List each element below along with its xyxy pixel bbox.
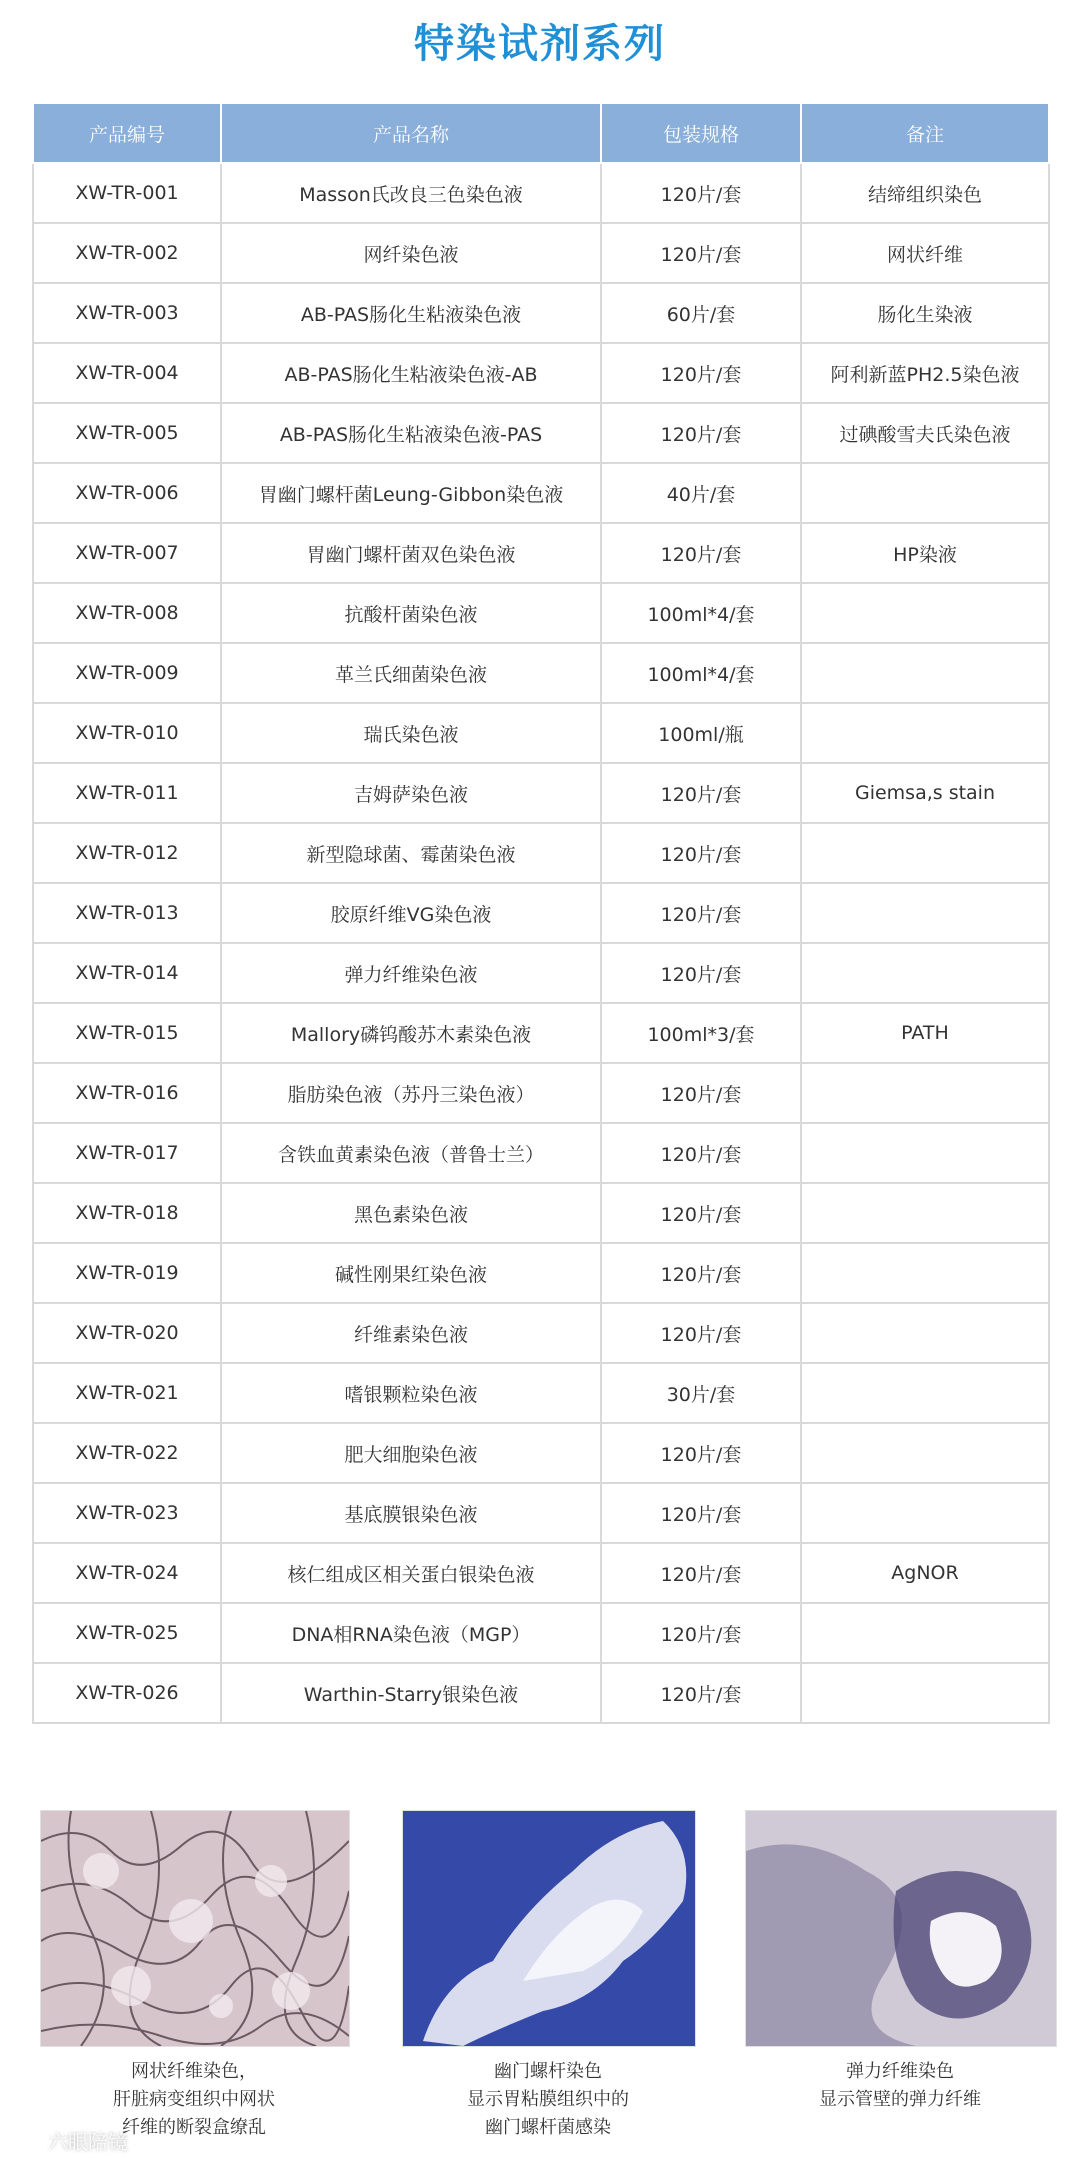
elastic-fiber-stain-image [745,1810,1057,2047]
table-row [33,1363,1049,1423]
product-table [32,102,1050,1724]
caption-line: 幽门螺杆菌感染 [485,2117,611,2138]
caption-line: 幽门螺杆染色 [494,2061,602,2082]
cell-product-code: XW-TR-026 [33,1663,221,1723]
table-row [33,1603,1049,1663]
cell-product-name: 基底膜银染色液 [221,1483,601,1543]
cell-product-code: XW-TR-015 [33,1003,221,1063]
cell-product-code: XW-TR-017 [33,1123,221,1183]
cell-remarks [801,1243,1049,1303]
cell-package-spec: 120片/套 [601,523,801,583]
table-row [33,283,1049,343]
table-row [33,223,1049,283]
cell-package-spec: 120片/套 [601,1063,801,1123]
cell-remarks: 结缔组织染色 [801,163,1049,223]
cell-product-name: 胃幽门螺杆菌Leung-Gibbon染色液 [221,463,601,523]
table-header-row [33,103,1049,163]
cell-product-code: XW-TR-024 [33,1543,221,1603]
cell-product-code: XW-TR-010 [33,703,221,763]
caption-elastic-fiber [745,2058,1055,2114]
cell-product-code: XW-TR-002 [33,223,221,283]
cell-product-name: Mallory磷钨酸苏木素染色液 [221,1003,601,1063]
cell-remarks [801,583,1049,643]
cell-package-spec: 120片/套 [601,1303,801,1363]
cell-package-spec: 60片/套 [601,283,801,343]
header-product-name: 产品名称 [221,103,601,163]
cell-product-code: XW-TR-013 [33,883,221,943]
helicobacter-stain-image [402,1810,696,2047]
table-row [33,1543,1049,1603]
cell-remarks [801,643,1049,703]
cell-package-spec: 120片/套 [601,1243,801,1303]
cell-package-spec: 120片/套 [601,1603,801,1663]
watermark [12,2126,128,2155]
cell-package-spec: 120片/套 [601,1183,801,1243]
cell-remarks: 阿利新蓝PH2.5染色液 [801,343,1049,403]
cell-product-name: 弹力纤维染色液 [221,943,601,1003]
cell-remarks [801,1123,1049,1183]
cell-package-spec: 120片/套 [601,763,801,823]
table-row [33,943,1049,1003]
cell-remarks: 肠化生染液 [801,283,1049,343]
cell-product-name: 肥大细胞染色液 [221,1423,601,1483]
cell-package-spec: 120片/套 [601,883,801,943]
table-row [33,1243,1049,1303]
cell-product-code: XW-TR-008 [33,583,221,643]
table-row [33,763,1049,823]
cell-package-spec: 120片/套 [601,1483,801,1543]
cell-product-name: 黑色素染色液 [221,1183,601,1243]
cell-package-spec: 40片/套 [601,463,801,523]
table-row [33,1063,1049,1123]
cell-product-name: 脂肪染色液（苏丹三染色液） [221,1063,601,1123]
caption-line: 弹力纤维染色 [846,2061,954,2082]
cell-remarks [801,1063,1049,1123]
cell-remarks [801,883,1049,943]
header-package-spec: 包装规格 [601,103,801,163]
cell-package-spec: 120片/套 [601,1123,801,1183]
cell-package-spec: 30片/套 [601,1363,801,1423]
cell-product-name: DNA相RNA染色液（MGP） [221,1603,601,1663]
cell-package-spec: 120片/套 [601,1543,801,1603]
table-row [33,163,1049,223]
table-row [33,403,1049,463]
cell-product-code: XW-TR-014 [33,943,221,1003]
cell-remarks [801,1603,1049,1663]
cell-remarks: PATH [801,1003,1049,1063]
table-body [33,163,1049,1723]
cell-product-name: AB-PAS肠化生粘液染色液-PAS [221,403,601,463]
table-row [33,1303,1049,1363]
caption-line: 网状纤维染色， [131,2061,257,2082]
table-row [33,523,1049,583]
table-row [33,1483,1049,1543]
reticular-fiber-stain-image [40,1810,350,2047]
table-row [33,823,1049,883]
cell-package-spec: 120片/套 [601,823,801,883]
cell-product-code: XW-TR-020 [33,1303,221,1363]
cell-package-spec: 100ml*3/套 [601,1003,801,1063]
table-row [33,643,1049,703]
table-row [33,1663,1049,1723]
table-row [33,1003,1049,1063]
page-title: 特染试剂系列 [414,21,666,67]
cell-package-spec: 120片/套 [601,1663,801,1723]
cell-product-code: XW-TR-022 [33,1423,221,1483]
cell-package-spec: 100ml*4/套 [601,583,801,643]
cell-product-name: 吉姆萨染色液 [221,763,601,823]
watermark-logo-icon [12,2130,42,2152]
cell-product-code: XW-TR-025 [33,1603,221,1663]
cell-product-code: XW-TR-011 [33,763,221,823]
table-row [33,883,1049,943]
caption-line: 显示管壁的弹力纤维 [819,2089,981,2110]
table-row [33,1183,1049,1243]
cell-remarks [801,463,1049,523]
header-remarks: 备注 [801,103,1049,163]
cell-product-name: 碱性刚果红染色液 [221,1243,601,1303]
cell-remarks [801,1183,1049,1243]
cell-product-code: XW-TR-016 [33,1063,221,1123]
cell-remarks [801,1423,1049,1483]
cell-product-name: 新型隐球菌、霉菌染色液 [221,823,601,883]
cell-remarks: AgNOR [801,1543,1049,1603]
cell-product-code: XW-TR-021 [33,1363,221,1423]
cell-remarks [801,823,1049,883]
sample-gallery [0,1810,1080,2150]
caption-helicobacter [402,2058,694,2142]
cell-product-name: 网纤染色液 [221,223,601,283]
cell-package-spec: 120片/套 [601,163,801,223]
cell-product-name: 核仁组成区相关蛋白银染色液 [221,1543,601,1603]
table-row [33,703,1049,763]
cell-package-spec: 100ml/瓶 [601,703,801,763]
cell-remarks: 网状纤维 [801,223,1049,283]
cell-product-code: XW-TR-006 [33,463,221,523]
caption-line: 显示胃粘膜组织中的 [467,2089,629,2110]
cell-product-code: XW-TR-018 [33,1183,221,1243]
cell-remarks: 过碘酸雪夫氏染色液 [801,403,1049,463]
cell-remarks [801,1483,1049,1543]
cell-package-spec: 120片/套 [601,343,801,403]
cell-package-spec: 120片/套 [601,1423,801,1483]
cell-package-spec: 100ml*4/套 [601,643,801,703]
cell-product-name: AB-PAS肠化生粘液染色液-AB [221,343,601,403]
header-product-code: 产品编号 [33,103,221,163]
table-row [33,583,1049,643]
cell-product-code: XW-TR-007 [33,523,221,583]
table-row [33,463,1049,523]
cell-product-name: 纤维素染色液 [221,1303,601,1363]
cell-product-code: XW-TR-023 [33,1483,221,1543]
caption-line: 肝脏病变组织中网状 [113,2089,275,2110]
cell-package-spec: 120片/套 [601,223,801,283]
cell-remarks [801,1663,1049,1723]
cell-product-name: 革兰氏细菌染色液 [221,643,601,703]
table-row [33,343,1049,403]
table-row [33,1423,1049,1483]
cell-product-code: XW-TR-005 [33,403,221,463]
cell-remarks [801,943,1049,1003]
cell-product-name: 嗜银颗粒染色液 [221,1363,601,1423]
cell-product-name: Masson氏改良三色染色液 [221,163,601,223]
cell-product-code: XW-TR-009 [33,643,221,703]
cell-product-code: XW-TR-001 [33,163,221,223]
cell-remarks [801,1303,1049,1363]
cell-product-code: XW-TR-019 [33,1243,221,1303]
cell-product-name: 胃幽门螺杆菌双色染色液 [221,523,601,583]
cell-remarks [801,703,1049,763]
caption-line: 纤维的断裂盒缭乱 [122,2117,266,2138]
cell-remarks [801,1363,1049,1423]
cell-package-spec: 120片/套 [601,403,801,463]
watermark-text: 六眼陪镜 [48,2130,128,2154]
cell-product-name: 抗酸杆菌染色液 [221,583,601,643]
table-row [33,1123,1049,1183]
cell-product-code: XW-TR-004 [33,343,221,403]
cell-product-code: XW-TR-003 [33,283,221,343]
cell-product-name: 含铁血黄素染色液（普鲁士兰） [221,1123,601,1183]
cell-product-name: Warthin-Starry银染色液 [221,1663,601,1723]
cell-remarks: Giemsa,s stain [801,763,1049,823]
cell-package-spec: 120片/套 [601,943,801,1003]
cell-product-name: 瑞氏染色液 [221,703,601,763]
cell-product-name: 胶原纤维VG染色液 [221,883,601,943]
cell-remarks: HP染液 [801,523,1049,583]
cell-product-name: AB-PAS肠化生粘液染色液 [221,283,601,343]
cell-product-code: XW-TR-012 [33,823,221,883]
